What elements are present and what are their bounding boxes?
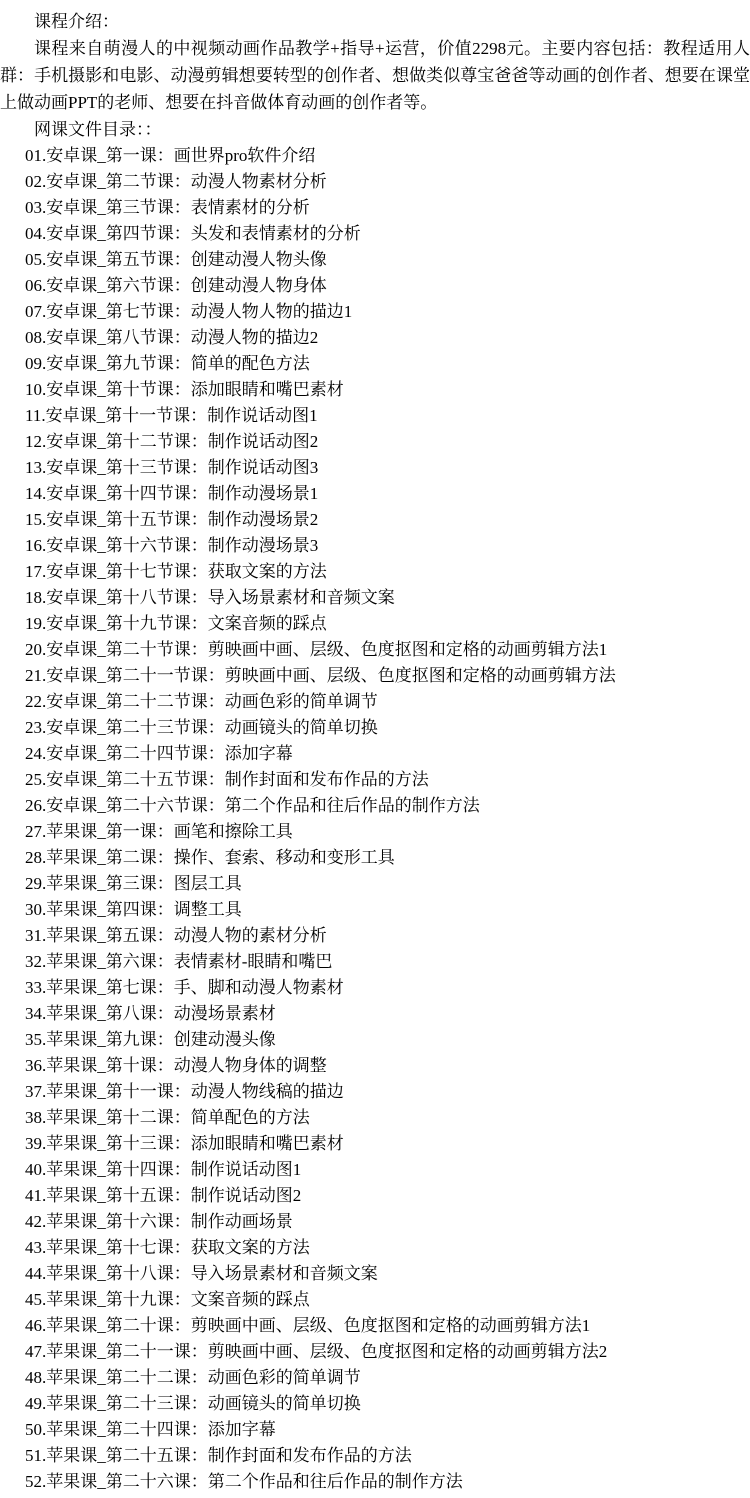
course-list-item: 13.安卓课_第十三节课：制作说话动图3 (25, 458, 319, 477)
intro-body: 课程来自萌漫人的中视频动画作品教学+指导+运营，价值2298元。主要内容包括：教程适用人群：手机摄影和电影、动漫剪辑想要转型的创作者、想做类似尊宝爸爸等动画的创作者、想要在课堂上做动画PPT的老师、想要在抖音做体育动画的创作者等。 (0, 39, 750, 112)
course-list-item: 15.安卓课_第十五节课：制作动漫场景2 (25, 510, 319, 529)
course-list-item: 36.苹果课_第十课：动漫人物身体的调整 (25, 1056, 327, 1075)
course-list-item: 01.安卓课_第一课：画世界pro软件介绍 (25, 146, 316, 165)
course-list-item: 10.安卓课_第十节课：添加眼睛和嘴巴素材 (25, 380, 344, 399)
course-list-item: 37.苹果课_第十一课：动漫人物线稿的描边 (25, 1082, 344, 1101)
course-list-item: 14.安卓课_第十四节课：制作动漫场景1 (25, 484, 319, 503)
course-list-item: 07.安卓课_第七节课：动漫人物人物的描边1 (25, 302, 353, 321)
course-list-item: 08.安卓课_第八节课：动漫人物的描边2 (25, 328, 319, 347)
course-list-item: 50.苹果课_第二十四课：添加字幕 (25, 1420, 276, 1439)
course-list-item: 32.苹果课_第六课：表情素材-眼睛和嘴巴 (25, 952, 333, 971)
course-list-item: 11.安卓课_第十一节课：制作说话动图1 (25, 406, 318, 425)
course-list-item: 38.苹果课_第十二课：简单配色的方法 (25, 1108, 310, 1127)
course-list-item: 17.安卓课_第十七节课：获取文案的方法 (25, 562, 327, 581)
course-list-item: 34.苹果课_第八课：动漫场景素材 (25, 1004, 276, 1023)
course-list-item: 29.苹果课_第三课：图层工具 (25, 874, 242, 893)
course-list-item: 06.安卓课_第六节课：创建动漫人物身体 (25, 276, 327, 295)
course-list-item: 35.苹果课_第九课：创建动漫头像 (25, 1030, 276, 1049)
course-list-item: 25.安卓课_第二十五节课：制作封面和发布作品的方法 (25, 770, 429, 789)
course-list-item: 31.苹果课_第五课：动漫人物的素材分析 (25, 926, 327, 945)
course-list-item: 04.安卓课_第四节课：头发和表情素材的分析 (25, 224, 361, 243)
course-list-item: 09.安卓课_第九节课：简单的配色方法 (25, 354, 310, 373)
course-list-item: 28.苹果课_第二课：操作、套索、移动和变形工具 (25, 848, 395, 867)
course-list-item: 30.苹果课_第四课：调整工具 (25, 900, 242, 919)
course-list-item: 21.安卓课_第二十一节课：剪映画中画、层级、色度抠图和定格的动画剪辑方法 (25, 666, 616, 685)
course-list-item: 24.安卓课_第二十四节课：添加字幕 (25, 744, 293, 763)
course-list-item: 20.安卓课_第二十节课：剪映画中画、层级、色度抠图和定格的动画剪辑方法1 (25, 640, 608, 659)
course-list-item: 44.苹果课_第十八课：导入场景素材和音频文案 (25, 1264, 378, 1283)
course-list-item: 40.苹果课_第十四课：制作说话动图1 (25, 1160, 302, 1179)
course-list-item: 49.苹果课_第二十三课：动画镜头的简单切换 (25, 1394, 361, 1413)
course-list-item: 39.苹果课_第十三课：添加眼睛和嘴巴素材 (25, 1134, 344, 1153)
course-list-item: 51.苹果课_第二十五课：制作封面和发布作品的方法 (25, 1446, 412, 1465)
course-list-item: 02.安卓课_第二节课：动漫人物素材分析 (25, 172, 327, 191)
course-list-item: 12.安卓课_第十二节课：制作说话动图2 (25, 432, 319, 451)
course-list-item: 48.苹果课_第二十二课：动画色彩的简单调节 (25, 1368, 361, 1387)
course-list-item: 52.苹果课_第二十六课：第二个作品和往后作品的制作方法 (25, 1472, 463, 1491)
course-list-item: 22.安卓课_第二十二节课：动画色彩的简单调节 (25, 692, 378, 711)
course-list-item: 42.苹果课_第十六课：制作动画场景 (25, 1212, 293, 1231)
intro-heading: 课程介绍： (34, 12, 119, 31)
course-list-item: 26.安卓课_第二十六节课：第二个作品和往后作品的制作方法 (25, 796, 480, 815)
course-list-item: 43.苹果课_第十七课：获取文案的方法 (25, 1238, 310, 1257)
course-list-item: 46.苹果课_第二十课：剪映画中画、层级、色度抠图和定格的动画剪辑方法1 (25, 1316, 591, 1335)
directory-heading: 网课文件目录：： (34, 120, 162, 139)
course-list-item: 05.安卓课_第五节课：创建动漫人物头像 (25, 250, 327, 269)
course-list-item: 45.苹果课_第十九课：文案音频的踩点 (25, 1290, 310, 1309)
course-list-item: 41.苹果课_第十五课：制作说话动图2 (25, 1186, 302, 1205)
course-list (0, 143, 750, 1495)
course-list-item: 47.苹果课_第二十一课：剪映画中画、层级、色度抠图和定格的动画剪辑方法2 (25, 1342, 608, 1361)
course-list-item: 19.安卓课_第十九节课：文案音频的踩点 (25, 614, 327, 633)
course-list-item: 27.苹果课_第一课：画笔和擦除工具 (25, 822, 293, 841)
course-list-item: 03.安卓课_第三节课：表情素材的分析 (25, 198, 310, 217)
course-list-item: 18.安卓课_第十八节课：导入场景素材和音频文案 (25, 588, 395, 607)
course-list-item: 33.苹果课_第七课：手、脚和动漫人物素材 (25, 978, 344, 997)
course-list-item: 23.安卓课_第二十三节课：动画镜头的简单切换 (25, 718, 378, 737)
course-list-item: 16.安卓课_第十六节课：制作动漫场景3 (25, 536, 319, 555)
